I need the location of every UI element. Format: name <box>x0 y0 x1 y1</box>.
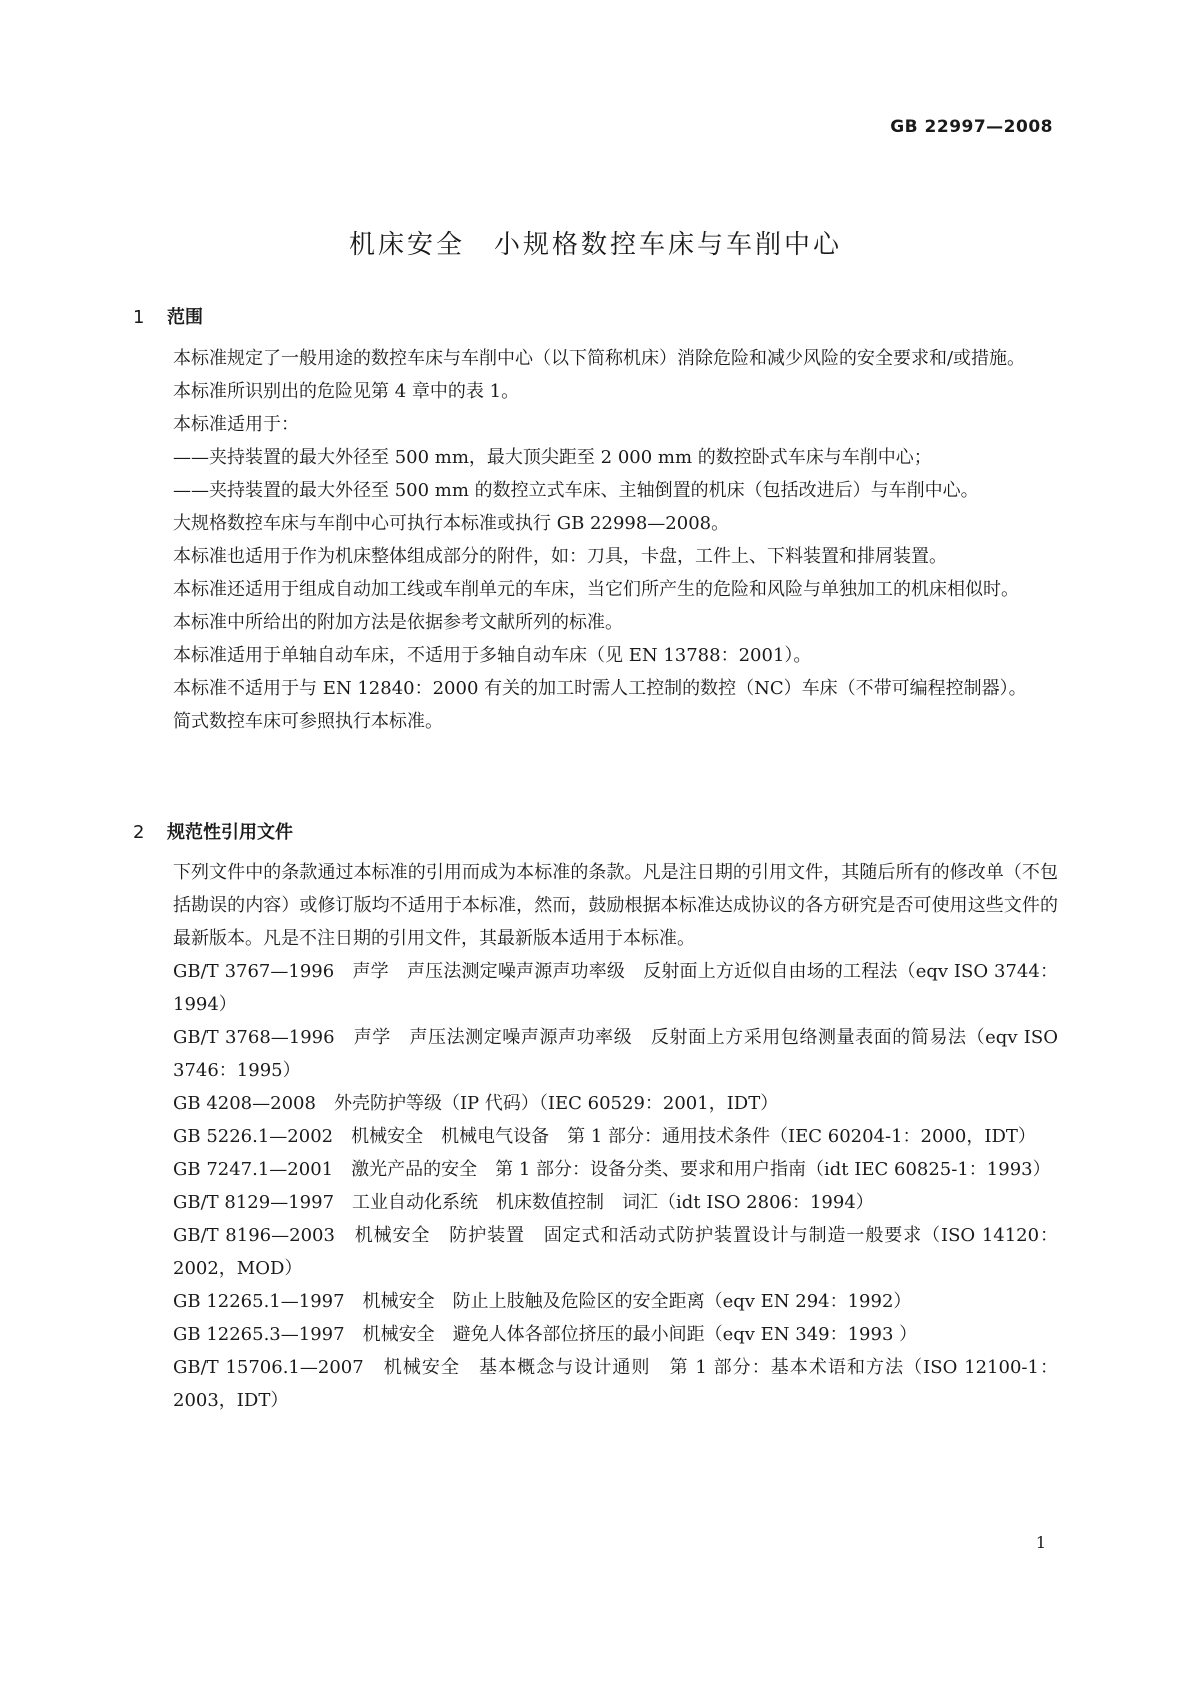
reference-item: GB 4208—2008 外壳防护等级（IP 代码）（IEC 60529：2001，IDT） <box>173 1093 779 1114</box>
paragraph: 本标准所识别出的危险见第 4 章中的表 1。 <box>173 381 520 402</box>
section-number: 2 <box>133 822 145 843</box>
reference-item: GB/T 3767—1996 声学 声压法测定噪声源声功率级 反射面上方近似自由场的工程法（eqv ISO 3744：1994） <box>173 961 1058 1015</box>
paragraph: 本标准中所给出的附加方法是依据参考文献所列的标准。 <box>173 612 623 633</box>
paragraph: 本标准还适用于组成自动加工线或车削单元的车床，当它们所产生的危险和风险与单独加工的机床相似时。 <box>173 579 1019 600</box>
paragraph: 本标准不适用于与 EN 12840：2000 有关的加工时需人工控制的数控（NC）车床（不带可编程控制器）。 <box>173 678 1027 699</box>
reference-item: GB/T 15706.1—2007 机械安全 基本概念与设计通则 第 1 部分：基本术语和方法（ISO 12100-1：2003，IDT） <box>173 1357 1058 1411</box>
section-title: 规范性引用文件 <box>167 822 293 843</box>
paragraph: 本标准也适用于作为机床整体组成部分的附件，如：刀具，卡盘，工件上、下料装置和排屑装置。 <box>173 546 947 567</box>
reference-item: GB 12265.1—1997 机械安全 防止上肢触及危险区的安全距离（eqv EN 294：1992） <box>173 1291 912 1312</box>
reference-item: GB 5226.1—2002 机械安全 机械电气设备 第 1 部分：通用技术条件（IEC 60204-1：2000，IDT） <box>173 1126 1036 1147</box>
section-2-heading <box>133 818 293 844</box>
paragraph: 本标准适用于单轴自动车床，不适用于多轴自动车床（见 EN 13788：2001）。 <box>173 645 812 666</box>
paragraph: 本标准适用于： <box>173 414 299 435</box>
standard-code: GB 22997—2008 <box>890 117 1053 137</box>
list-item: ——夹持装置的最大外径至 500 mm，最大顶尖距至 2 000 mm 的数控卧式车床与车削中心； <box>173 447 932 468</box>
section-2-body <box>133 856 1058 1417</box>
section-1-heading <box>133 303 203 329</box>
reference-item: GB 12265.3—1997 机械安全 避免人体各部位挤压的最小间距（eqv EN 349：1993 ） <box>173 1324 918 1345</box>
document-title: 机床安全 小规格数控车床与车削中心 <box>348 230 842 260</box>
reference-item: GB/T 8129—1997 工业自动化系统 机床数值控制 词汇（idt ISO 2806：1994） <box>173 1192 874 1213</box>
list-item: ——夹持装置的最大外径至 500 mm 的数控立式车床、主轴倒置的机床（包括改进后）与车削中心。 <box>173 480 979 501</box>
page-number: 1 <box>1035 1533 1046 1552</box>
section-title: 范围 <box>167 307 203 328</box>
reference-item: GB 7247.1—2001 激光产品的安全 第 1 部分：设备分类、要求和用户指南（idt IEC 60825-1：1993） <box>173 1159 1051 1180</box>
reference-item: GB/T 8196—2003 机械安全 防护装置 固定式和活动式防护装置设计与制造一般要求（ISO 14120：2002，MOD） <box>173 1225 1058 1279</box>
paragraph: 大规格数控车床与车削中心可执行本标准或执行 GB 22998—2008。 <box>173 513 730 534</box>
reference-item: GB/T 3768—1996 声学 声压法测定噪声源声功率级 反射面上方采用包络测量表面的简易法（eqv ISO 3746：1995） <box>173 1027 1058 1081</box>
paragraph: 下列文件中的条款通过本标准的引用而成为本标准的条款。凡是注日期的引用文件，其随后所有的修改单（不包括勘误的内容）或修订版均不适用于本标准，然而，鼓励根据本标准达成协议的各方研究是否可使用这些文件的最新版本。凡是不注日期的引用文件，其最新版本适用于本标准。 <box>173 862 1058 949</box>
paragraph: 简式数控车床可参照执行本标准。 <box>173 711 443 732</box>
section-number: 1 <box>133 307 145 328</box>
section-1-body <box>133 342 1058 738</box>
paragraph: 本标准规定了一般用途的数控车床与车削中心（以下简称机床）消除危险和减少风险的安全要求和/或措施。 <box>173 348 1026 369</box>
